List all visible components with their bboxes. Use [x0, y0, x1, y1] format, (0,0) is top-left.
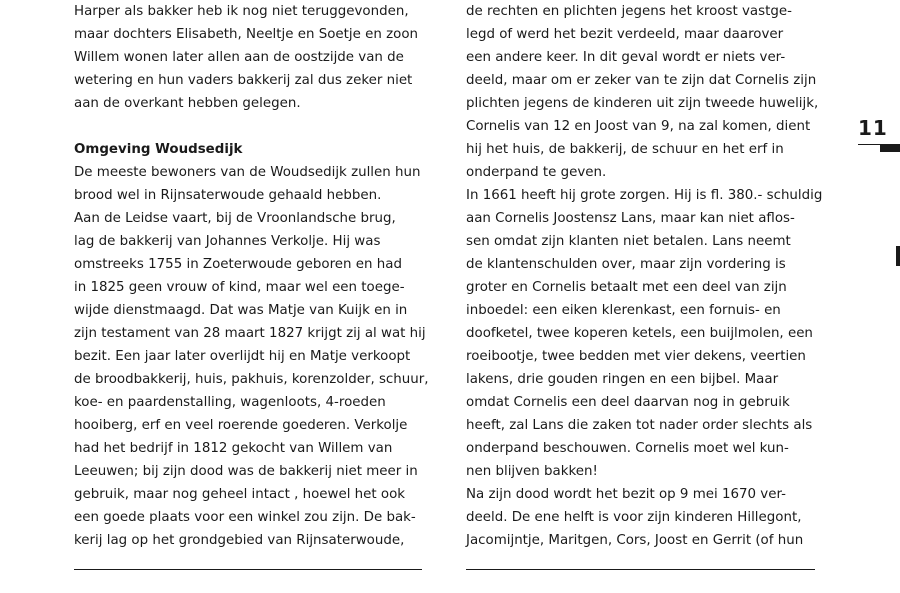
text-line: aan de overkant hebben gelegen. [74, 96, 301, 111]
text-line: roeibootje, twee bedden met vier dekens, veertien [466, 349, 806, 364]
text-line: bezit. Een jaar later overlijdt hij en Matje verkoopt [74, 349, 411, 364]
text-line: de rechten en plichten jegens het kroost vastge- [466, 4, 792, 19]
text-line: deeld, maar om er zeker van te zijn dat Cornelis zijn [466, 73, 817, 88]
text-line: de klantenschulden over, maar zijn vordering is [466, 257, 786, 272]
left-text-column [74, 0, 429, 552]
text-line: groter en Cornelis betaalt met een deel van zijn [466, 280, 787, 295]
text-line: sen omdat zijn klanten niet betalen. Lans neemt [466, 234, 791, 249]
text-line: omstreeks 1755 in Zoeterwoude geboren en had [74, 257, 402, 272]
text-line: omdat Cornelis een deel daarvan nog in gebruik [466, 395, 790, 410]
intro-paragraph [74, 0, 422, 115]
text-line: Na zijn dood wordt het bezit op 9 mei 1670 ver- [466, 487, 786, 502]
text-line: hij het huis, de bakkerij, de schuur en het erf in [466, 142, 784, 157]
text-line: In 1661 heeft hij grote zorgen. Hij is fl. 380.- schuldig [466, 188, 823, 203]
edge-marker [896, 246, 900, 266]
text-line: zijn testament van 28 maart 1827 krijgt zij al wat hij [74, 326, 426, 341]
page-tab-marker [880, 145, 900, 152]
right-text-column [466, 0, 823, 552]
text-line: had het bedrijf in 1812 gekocht van Willem van [74, 441, 393, 456]
right-footer-rule [466, 569, 815, 570]
text-line: kerij lag op het grondgebied van Rijnsaterwoude, [74, 533, 405, 548]
left-footer-rule [74, 569, 422, 570]
text-line: wijde dienstmaagd. Dat was Matje van Kuijk en in [74, 303, 408, 318]
section-body [74, 161, 429, 552]
text-line: deeld. De ene helft is voor zijn kinderen Hillegont, [466, 510, 802, 525]
text-line: wetering en hun vaders bakkerij zal dus zeker niet [74, 73, 413, 88]
page-number: 11 [858, 116, 888, 140]
text-line: heeft, zal Lans die zaken tot nader order slechts als [466, 418, 813, 433]
text-line: maar dochters Elisabeth, Neeltje en Soetje en zoon [74, 27, 418, 42]
text-line: koe- en paardenstalling, wagenloots, 4-roeden [74, 395, 386, 410]
paragraph-gap [74, 115, 422, 138]
text-line: een goede plaats voor een winkel zou zijn. De bak- [74, 510, 416, 525]
right-column-body [466, 0, 823, 552]
text-line: Cornelis van 12 en Joost van 9, na zal komen, dient [466, 119, 811, 134]
text-line: onderpand te geven. [466, 165, 607, 180]
text-line: Jacomijntje, Maritgen, Cors, Joost en Gerrit (of hun [466, 533, 804, 548]
text-line: lag de bakkerij van Johannes Verkolje. Hij was [74, 234, 381, 249]
text-line: de broodbakkerij, huis, pakhuis, korenzolder, schuur, [74, 372, 429, 387]
section-heading: Omgeving Woudsedijk [74, 142, 243, 157]
text-line: aan Cornelis Joostensz Lans, maar kan niet aflos- [466, 211, 795, 226]
text-line: een andere keer. In dit geval wordt er niets ver- [466, 50, 786, 65]
text-line: Aan de Leidse vaart, bij de Vroonlandsche brug, [74, 211, 396, 226]
text-line: legd of werd het bezit verdeeld, maar daarover [466, 27, 784, 42]
text-line: brood wel in Rijnsaterwoude gehaald hebben. [74, 188, 382, 203]
text-line: lakens, drie gouden ringen en een bijbel. Maar [466, 372, 779, 387]
text-line: in 1825 geen vrouw of kind, maar wel een toege- [74, 280, 405, 295]
text-line: Willem wonen later allen aan de oostzijde van de [74, 50, 404, 65]
text-line: gebruik, maar nog geheel intact , hoewel het ook [74, 487, 406, 502]
text-line: De meeste bewoners van de Woudsedijk zullen hun [74, 165, 421, 180]
text-line: hooiberg, erf en veel roerende goederen. Verkolje [74, 418, 408, 433]
text-line: nen blijven bakken! [466, 464, 598, 479]
text-line: inboedel: een eiken klerenkast, een fornuis- en [466, 303, 781, 318]
text-line: Leeuwen; bij zijn dood was de bakkerij niet meer in [74, 464, 418, 479]
text-line: doofketel, twee koperen ketels, een buijlmolen, een [466, 326, 813, 341]
text-line: Harper als bakker heb ik nog niet teruggevonden, [74, 4, 409, 19]
text-line: plichten jegens de kinderen uit zijn tweede huwelijk, [466, 96, 819, 111]
text-line: onderpand beschouwen. Cornelis moet wel kun- [466, 441, 789, 456]
